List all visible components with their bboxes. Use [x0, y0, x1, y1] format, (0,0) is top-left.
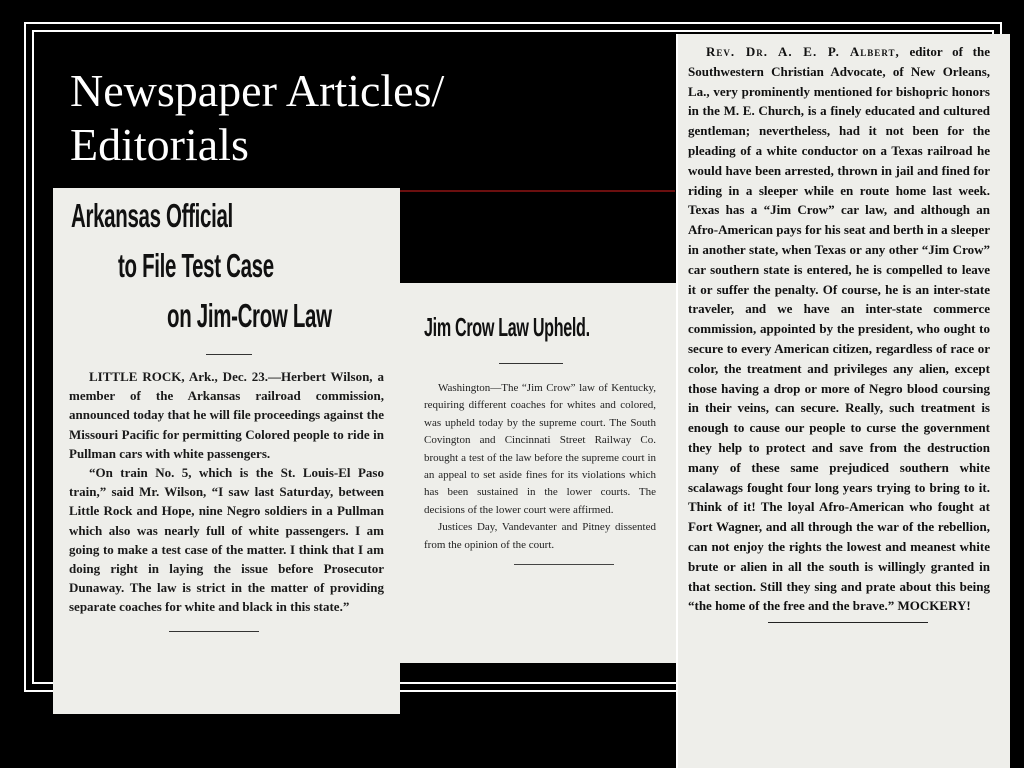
- clip1-headline-line3: on Jim-Crow Law: [167, 297, 332, 334]
- newspaper-clipping-arkansas: [53, 188, 400, 714]
- clip2-divider: [499, 363, 563, 364]
- clip1-paragraph2: “On train No. 5, which is the St. Louis-El Paso train,” said Mr. Wilson, “I saw last Saturday, between Little Rock and Hope, nine Negro soldiers in a Pullman which also was nearly full of white passengers. I am going to make a test case of the matter. I think that I am doing right in laying the issue before Prosecutor Dunaway. The law is strict in the matter of providing separate coaches for white and black in this state.”: [69, 465, 384, 615]
- clip2-paragraph2: Justices Day, Vandevanter and Pitney dissented from the opinion of the court.: [424, 521, 656, 551]
- clip1-headline-line1: Arkansas Official: [71, 197, 233, 234]
- clip3-end-rule: [768, 622, 928, 623]
- clip2-paragraph1: Washington—The “Jim Crow” law of Kentucky, requiring different coaches for whites and colored, was upheld today by the supreme court. The South Covington and Cincinnati Street Railway Co. brought a test of the law before the supreme court in an appeal to set aside fines for its violations which has been sustained in the lower courts. The decisions of the lower court were affirmed.: [424, 382, 656, 516]
- title-divider-line: [400, 190, 675, 192]
- clip3-text: editor of the Southwestern Christian Advocate, of New Orleans, La., very prominently mentioned for bishopric honors in the M. E. Church, is a finely educated and cultured gentleman; nevertheless, had it not been for the pleading of a white conductor on a Texas railroad he would have been arrested, thrown in jail and fined for riding in a sleeper while en route home last week. Texas has a “Jim Crow” car law, and although an Afro-American pays for his seat and berth in a sleeper in another state, when Texas or any other “Jim Crow” car southern state is entered, he is compelled to leave it or suffer the penalty. Of course, he is an inter-state traveler, and we have an inter-state commerce commission, appointed by the president, who ought to secure to every American citizen, regardless of race or color, the treatment and privileges any alien, except those having a drop or more of Negro blood coursing in their veins, can secure. Really, such treatment is enough to cause our people to curse the government they help to protect and save from the destruction many of these same prejudiced southern white scalawags fought four long years trying to bring to it. Think of it! The loyal Afro-American who fought at Fort Wagner, and all through the war of the rebellion, can not enjoy the rights the lowest and meanest white brute or alien in all the south is willingly granted in that section. Still they sing and prate about this being “the home of the free and the brave.” MOCKERY!: [688, 44, 990, 614]
- clip2-end-rule: [514, 564, 614, 565]
- slide-title-line2: Editorials: [70, 119, 249, 170]
- slide-title: [70, 64, 444, 172]
- clip2-headline: Jim Crow Law Upheld.: [424, 312, 590, 342]
- clip1-end-rule: [169, 631, 259, 632]
- clip1-divider: [206, 354, 252, 355]
- newspaper-clipping-editorial: [676, 34, 1010, 768]
- clip1-headline-line2: to File Test Case: [118, 247, 274, 284]
- newspaper-clipping-kentucky: [400, 283, 676, 663]
- slide-title-line1: Newspaper Articles/: [70, 65, 445, 116]
- clip3-byline: Rev. Dr. A. E. P. Albert,: [706, 44, 900, 59]
- clip1-paragraph1: LITTLE ROCK, Ark., Dec. 23.—Herbert Wilson, a member of the Arkansas railroad commission, announced today that he will file proceedings against the Missouri Pacific for permitting Colored people to ride in Pullman cars with white passengers.: [69, 369, 384, 461]
- clip3-paragraph: [688, 42, 990, 616]
